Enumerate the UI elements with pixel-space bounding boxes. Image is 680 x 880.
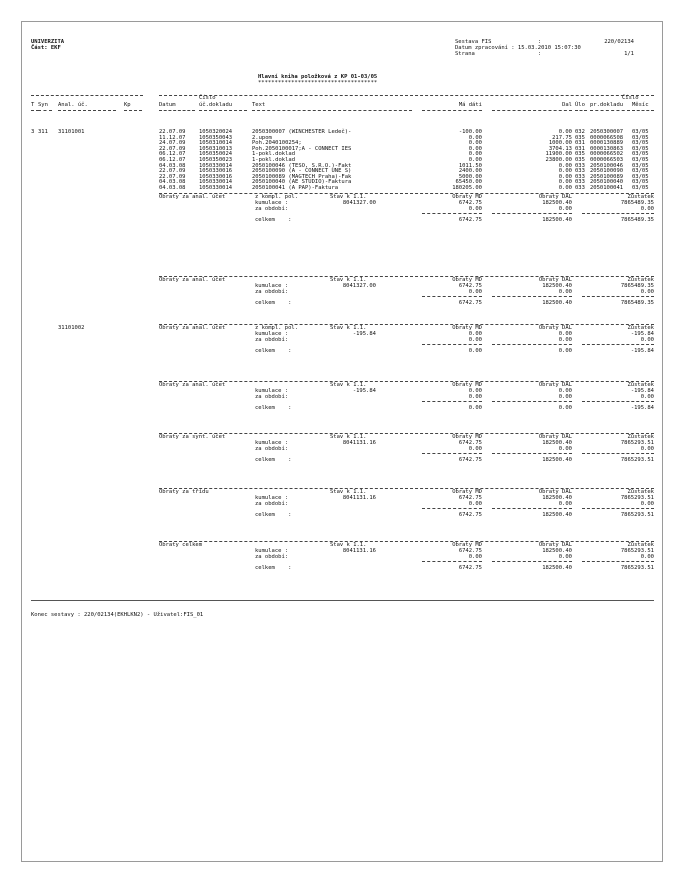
block-stav-label: Stav k 1.1. [330,325,367,331]
block-title: Obraty za anal. účet [159,325,226,331]
block-zustatek-label: Zůstatek [627,194,654,200]
row-datum: 22.07.09 [159,129,186,135]
block-celkem-md: 6742.75 [458,457,482,463]
separator-rule [492,401,572,402]
separator-rule [582,561,654,562]
row-pr-dokladu: 0000130889 [590,140,624,147]
separator-rule [492,296,572,297]
block-obraty-dal-label: Obraty DAL [538,194,572,200]
block-obraty-md-label: Obraty MD [452,489,482,495]
block-zustatek-label: Zůstatek [627,277,654,283]
block-celkem-zustatek: 7865489.35 [620,217,654,223]
separator-rule [492,213,572,214]
row-pr-dokladu: 2050300007 [590,129,624,135]
block-obraty-md-label: Obraty MD [452,325,482,331]
block-celkem-dal: 182500.40 [542,457,572,463]
row-mesic: 03/05 [632,179,649,186]
block-stav-value: -195.84 [352,388,376,394]
block-celkem-label: celkem : [255,217,292,223]
block-obdobi-md: 0.00 [468,501,482,507]
row-mesic: 03/05 [632,134,649,141]
block-celkem-dal: 182500.40 [542,565,572,571]
org-name: UNIVERZITA [31,39,65,45]
report-page [21,21,663,862]
report-sep: : [538,39,542,45]
block-kumulace-label: kumulace : [255,440,289,446]
block-obdobi-zustatek: 0.00 [640,206,654,212]
row-ma-dati: 0.00 [468,145,482,152]
row-doc-number: 1050330016 [199,173,233,180]
separator-rule [159,381,654,382]
row-pr-dokladu: 2050100041 [590,185,624,191]
org-part: Část: EKF [31,45,61,51]
row-pr-dokladu: 0000066503 [590,157,624,163]
separator-rule [582,296,654,297]
block-obdobi-zustatek: 0.00 [640,501,654,507]
block-stav-label: Stav k 1.1. [330,434,367,440]
separator-rule [422,453,482,454]
block-celkem-label: celkem : [255,348,292,354]
block-kumulace-dal: 182500.40 [542,283,572,289]
block-kumulace-dal: 182500.40 [542,548,572,554]
block-stav-label: Stav k 1.1. [330,489,367,495]
block-obraty-dal-label: Obraty DAL [538,325,572,331]
row-dal: 11900.00 [545,151,572,158]
row-doc-number: 1050350024 [199,151,233,158]
block-obdobi-label: za období: [255,394,289,400]
row-doc-number: 1050350023 [199,157,233,163]
block-stav-value: 8041131.16 [342,440,376,446]
row-ma-dati: -100.00 [458,129,482,135]
col-rule [590,110,630,111]
end-of-report: Konec sestavy : 220/02134(EKHLKN2) - Uživatel:FIS_01 [31,612,204,618]
row-ulo: 032 [575,129,585,135]
block-kumulace-dal: 0.00 [558,388,572,394]
separator-rule [492,344,572,345]
separator-rule [159,276,654,277]
row-ulo: 033 [575,168,585,175]
row-text: 2050100090 (A - CONNECT UNE S) [252,168,352,175]
block-celkem-label: celkem : [255,300,292,306]
block-celkem-label: celkem : [255,512,292,518]
col-text: Text [252,102,266,108]
block-obdobi-zustatek: 0.00 [640,289,654,295]
row-ma-dati: 0.00 [468,157,482,163]
header-rule-right [159,95,654,96]
block-celkem-md: 0.00 [468,405,482,411]
block-obdobi-label: za období: [255,289,289,295]
row-datum: 04.03.08 [159,179,186,186]
block-celkem-dal: 0.00 [558,348,572,354]
row-dal: 1000.00 [548,140,572,147]
separator-rule [422,213,482,214]
row-mesic: 03/05 [632,129,649,135]
block-stav-label: Stav k 1.1. [330,542,367,548]
report-label: Sestava FIS [455,39,492,45]
col-dal: Dal [562,102,572,108]
block-zustatek-label: Zůstatek [627,489,654,495]
row-dal: 0.00 [558,185,572,191]
row-mesic: 03/05 [632,140,649,147]
block-celkem-label: celkem : [255,565,292,571]
block-celkem-zustatek: 7865293.51 [620,512,654,518]
row-pr-dokladu: 0000130863 [590,145,624,152]
block-kumulace-label: kumulace : [255,331,289,337]
row-doc-number: 1050310013 [199,145,233,152]
block-kumulace-label: kumulace : [255,495,289,501]
block-celkem-dal: 182500.40 [542,512,572,518]
block-kumulace-md: 6742.75 [458,440,482,446]
row-pr-dokladu: 0000066508 [590,134,624,141]
block-obdobi-label: za období: [255,206,289,212]
page-number: 1/1 [624,51,634,57]
row-ulo: 035 [575,151,585,158]
row-doc-number: 1050330014 [199,179,233,186]
header-rule-left [31,95,143,96]
row-mesic: 03/05 [632,173,649,180]
block-kumulace-md: 0.00 [468,331,482,337]
separator-rule [159,324,654,325]
row-doc-number: 1050350043 [199,134,233,141]
row-mesic: 03/05 [632,145,649,152]
col-t: T [31,102,35,108]
row-text: 2050300007 (WINCHESTER Ledeč)- [252,129,352,135]
row-text: Poh.2050100017;A - CONNECT IES [252,145,352,152]
row-pr-dokladu: 2050100089 [590,173,624,180]
block-celkem-zustatek: 7865293.51 [620,565,654,571]
row-ma-dati: 2400.00 [458,168,482,175]
block-celkem-label: celkem : [255,457,292,463]
block-obdobi-dal: 0.00 [558,554,572,560]
block-obraty-md-label: Obraty MD [452,277,482,283]
block-obdobi-zustatek: 0.00 [640,554,654,560]
block-obraty-md-label: Obraty MD [452,434,482,440]
col-anal: Anal. úč. [58,102,88,108]
row-dal: 0.00 [558,129,572,135]
col-pr-dokladu: pr.dokladu [590,102,624,108]
col-rule [38,110,52,111]
row-doc-number: 1050330014 [199,162,233,169]
separator-rule [582,508,654,509]
separator-rule [492,508,572,509]
block-obraty-dal-label: Obraty DAL [538,434,572,440]
block-obdobi-zustatek: 0.00 [640,394,654,400]
block-obdobi-dal: 0.00 [558,446,572,452]
block-celkem-md: 6742.75 [458,217,482,223]
block-stav-label: Stav k 1.1. [330,382,367,388]
row-dal: 0.00 [558,168,572,175]
col-ma-dati: Má dáti [458,102,482,108]
block-kumulace-label: kumulace : [255,388,289,394]
block-stav-label: Stav k 1.1. [330,194,367,200]
block-kumulace-md: 6742.75 [458,283,482,289]
row-pr-dokladu: 2050100090 [590,168,624,175]
block-title: Obraty za třídu [159,489,209,495]
block-stav-value: 8041327.00 [342,200,376,206]
block-kumulace-zustatek: -195.84 [630,331,654,337]
block-stav-value: -195.84 [352,331,376,337]
block-celkem-zustatek: 7865489.35 [620,300,654,306]
block-obdobi-label: za období: [255,446,289,452]
separator-rule [159,488,654,489]
row-dal: 3704.13 [548,145,572,152]
block-obdobi-dal: 0.00 [558,337,572,343]
block-celkem-label: celkem : [255,405,292,411]
block-obdobi-md: 0.00 [468,446,482,452]
col-rule [159,110,195,111]
block-obdobi-md: 0.00 [468,289,482,295]
row-ulo: 031 [575,140,585,147]
report-number: 220/02134 [604,39,634,45]
block-obdobi-md: 0.00 [468,554,482,560]
block-celkem-dal: 182500.40 [542,300,572,306]
block-obraty-dal-label: Obraty DAL [538,542,572,548]
account-syn: 311 [38,129,48,135]
block-obraty-dal-label: Obraty DAL [538,489,572,495]
col-rule [575,110,587,111]
col-rule [124,110,142,111]
separator-rule [492,453,572,454]
block-title: Obraty za synt. účet [159,434,226,440]
col-datum: Datum [159,102,176,108]
block-celkem-zustatek: 7865293.51 [620,457,654,463]
block-zustatek-label: Zůstatek [627,382,654,388]
report-title: Hlavní kniha položková z KP 01-03/05 [258,74,378,80]
block-zustatek-label: Zůstatek [627,542,654,548]
row-ma-dati: 180205.00 [452,185,482,191]
col-syn: Syn [38,102,48,108]
row-ma-dati: 1011.50 [458,162,482,169]
row-datum: 22.07.09 [159,145,186,152]
row-ulo: 033 [575,162,585,169]
row-ulo: 031 [575,145,585,152]
row-dal: 217.75 [552,134,572,141]
row-ulo: 035 [575,134,585,141]
block-obdobi-zustatek: 0.00 [640,446,654,452]
row-ulo: 035 [575,157,585,163]
col-uc-dokladu: úč.dokladu [199,102,233,108]
block-obdobi-md: 0.00 [468,394,482,400]
separator-rule [422,508,482,509]
block-kumulace-md: 0.00 [468,388,482,394]
separator-rule [422,401,482,402]
row-dal: 23800.00 [545,157,572,163]
separator-rule [159,541,654,542]
row-dal: 0.00 [558,179,572,186]
block-kumulace-md: 6742.75 [458,495,482,501]
row-dal: 0.00 [558,173,572,180]
separator-rule [422,296,482,297]
row-mesic: 03/05 [632,157,649,163]
row-datum: 04.03.08 [159,185,186,191]
block-obdobi-label: za období: [255,554,289,560]
block-stav-value: 8041131.16 [342,548,376,554]
block-first-label: z kompl. pol. [255,325,299,331]
block-obdobi-md: 0.00 [468,206,482,212]
block-obdobi-zustatek: 0.00 [640,337,654,343]
block-stav-value: 8041327.00 [342,283,376,289]
col-rule [199,110,247,111]
row-ma-dati: 0.00 [468,151,482,158]
row-text: 2050100041 (A PAP)-Faktura [252,185,339,191]
row-pr-dokladu: 0000066502 [590,151,624,158]
col-ulo: Úlo [575,102,585,108]
block-obraty-dal-label: Obraty DAL [538,277,572,283]
block-kumulace-zustatek: 7865293.51 [620,495,654,501]
row-text: 1-pokl.doklad [252,157,296,163]
block-obdobi-dal: 0.00 [558,394,572,400]
row-text: 1-pokl.doklad [252,151,296,158]
row-text: 2.upom [252,134,272,141]
block-kumulace-label: kumulace : [255,548,289,554]
separator-rule [582,344,654,345]
row-datum: 11.12.07 [159,134,186,141]
separator-rule [582,213,654,214]
col-mesic: Měsíc [632,102,649,108]
block-first-label: z kompl. pol. [255,194,299,200]
block-kumulace-label: kumulace : [255,283,289,289]
row-text: Poh.2040100254; [252,140,302,147]
row-datum: 24.07.09 [159,140,186,147]
block-kumulace-zustatek: 7865489.35 [620,283,654,289]
block-kumulace-dal: 182500.40 [542,200,572,206]
block-kumulace-md: 6742.75 [458,200,482,206]
block-obraty-md-label: Obraty MD [452,194,482,200]
row-mesic: 03/05 [632,168,649,175]
separator-rule [582,401,654,402]
block-obdobi-md: 0.00 [468,337,482,343]
block-title: Obraty za anal. účet [159,382,226,388]
row-ma-dati: 5000.00 [458,173,482,180]
block-kumulace-md: 6742.75 [458,548,482,554]
block-zustatek-label: Zůstatek [627,434,654,440]
row-datum: 06.12.07 [159,157,186,163]
block-kumulace-dal: 0.00 [558,331,572,337]
block-stav-label: Stav k 1.1. [330,277,367,283]
block-obraty-md-label: Obraty MD [452,542,482,548]
block-kumulace-dal: 182500.40 [542,440,572,446]
col-kp: Kp [124,102,131,108]
col-rule [252,110,412,111]
page-sep: : [538,51,542,57]
separator-rule [159,433,654,434]
block-obdobi-label: za období: [255,501,289,507]
row-doc-number: 1050330014 [199,185,233,191]
row-doc-number: 1050320024 [199,129,233,135]
block-obdobi-dal: 0.00 [558,206,572,212]
row-ulo: 033 [575,179,585,186]
block-kumulace-zustatek: 7865293.51 [620,548,654,554]
block-obdobi-dal: 0.00 [558,501,572,507]
separator-rule [492,561,572,562]
block-title: Obraty celkem [159,542,203,548]
processing-date: Datum zpracování : 15.03.2010 15:07:30 [455,45,581,51]
row-doc-number: 1050310014 [199,140,233,147]
block-obdobi-label: za období: [255,337,289,343]
block-obdobi-dal: 0.00 [558,289,572,295]
block-celkem-md: 6742.75 [458,512,482,518]
row-datum: 22.07.09 [159,173,186,180]
block-celkem-zustatek: -195.84 [630,405,654,411]
block-stav-value: 8041131.16 [342,495,376,501]
page-label: Strana [455,51,475,57]
col-rule [422,110,482,111]
separator-rule [422,344,482,345]
block-celkem-dal: 0.00 [558,405,572,411]
row-pr-dokladu: 2050100046 [590,162,624,169]
row-datum: 04.03.08 [159,162,186,169]
separator-rule [422,561,482,562]
block-celkem-zustatek: -195.84 [630,348,654,354]
row-pr-dokladu: 2050100040 [590,179,624,186]
block-celkem-md: 6742.75 [458,300,482,306]
row-text: 2050100046 (TESO, S.R.O.)-Fakt [252,162,352,169]
block-celkem-md: 0.00 [468,348,482,354]
row-mesic: 03/05 [632,185,649,191]
row-ma-dati: 65450.00 [455,179,482,186]
row-ma-dati: 0.00 [468,134,482,141]
col-rule [632,110,654,111]
block-celkem-dal: 182500.40 [542,217,572,223]
title-underline: ************************************ [258,80,378,86]
col-cislo-top2: Číslo [622,95,639,101]
block-kumulace-dal: 182500.40 [542,495,572,501]
block-celkem-md: 6742.75 [458,565,482,571]
separator-rule [159,193,654,194]
block-kumulace-zustatek: 7865293.51 [620,440,654,446]
block-title: Obraty za anal. účet [159,194,226,200]
block-title: Obraty za anal. účet [159,277,226,283]
row-ma-dati: 0.00 [468,140,482,147]
row-text: 2050100040 (AE STUDIO)-Faktura [252,179,352,186]
separator-rule [582,453,654,454]
block-obraty-dal-label: Obraty DAL [538,382,572,388]
account-anal: 31101001 [58,129,85,135]
account-anal-2: 31101002 [58,325,85,331]
col-cislo-top: Číslo [199,95,216,101]
block-kumulace-zustatek: 7865489.35 [620,200,654,206]
col-rule [58,110,116,111]
account-class: 3 [31,129,35,135]
row-dal: 0.00 [558,162,572,169]
row-doc-number: 1050330016 [199,168,233,175]
row-mesic: 03/05 [632,151,649,158]
row-ulo: 033 [575,185,585,191]
row-mesic: 03/05 [632,162,649,169]
block-kumulace-label: kumulace : [255,200,289,206]
block-obraty-md-label: Obraty MD [452,382,482,388]
block-kumulace-zustatek: -195.84 [630,388,654,394]
row-datum: 22.07.09 [159,168,186,175]
col-rule [492,110,572,111]
row-ulo: 033 [575,173,585,180]
row-datum: 06.12.07 [159,151,186,158]
footer-rule [31,600,654,601]
block-zustatek-label: Zůstatek [627,325,654,331]
row-text: 2050100089 (MAGTECH Praha)-Fak [252,173,352,180]
